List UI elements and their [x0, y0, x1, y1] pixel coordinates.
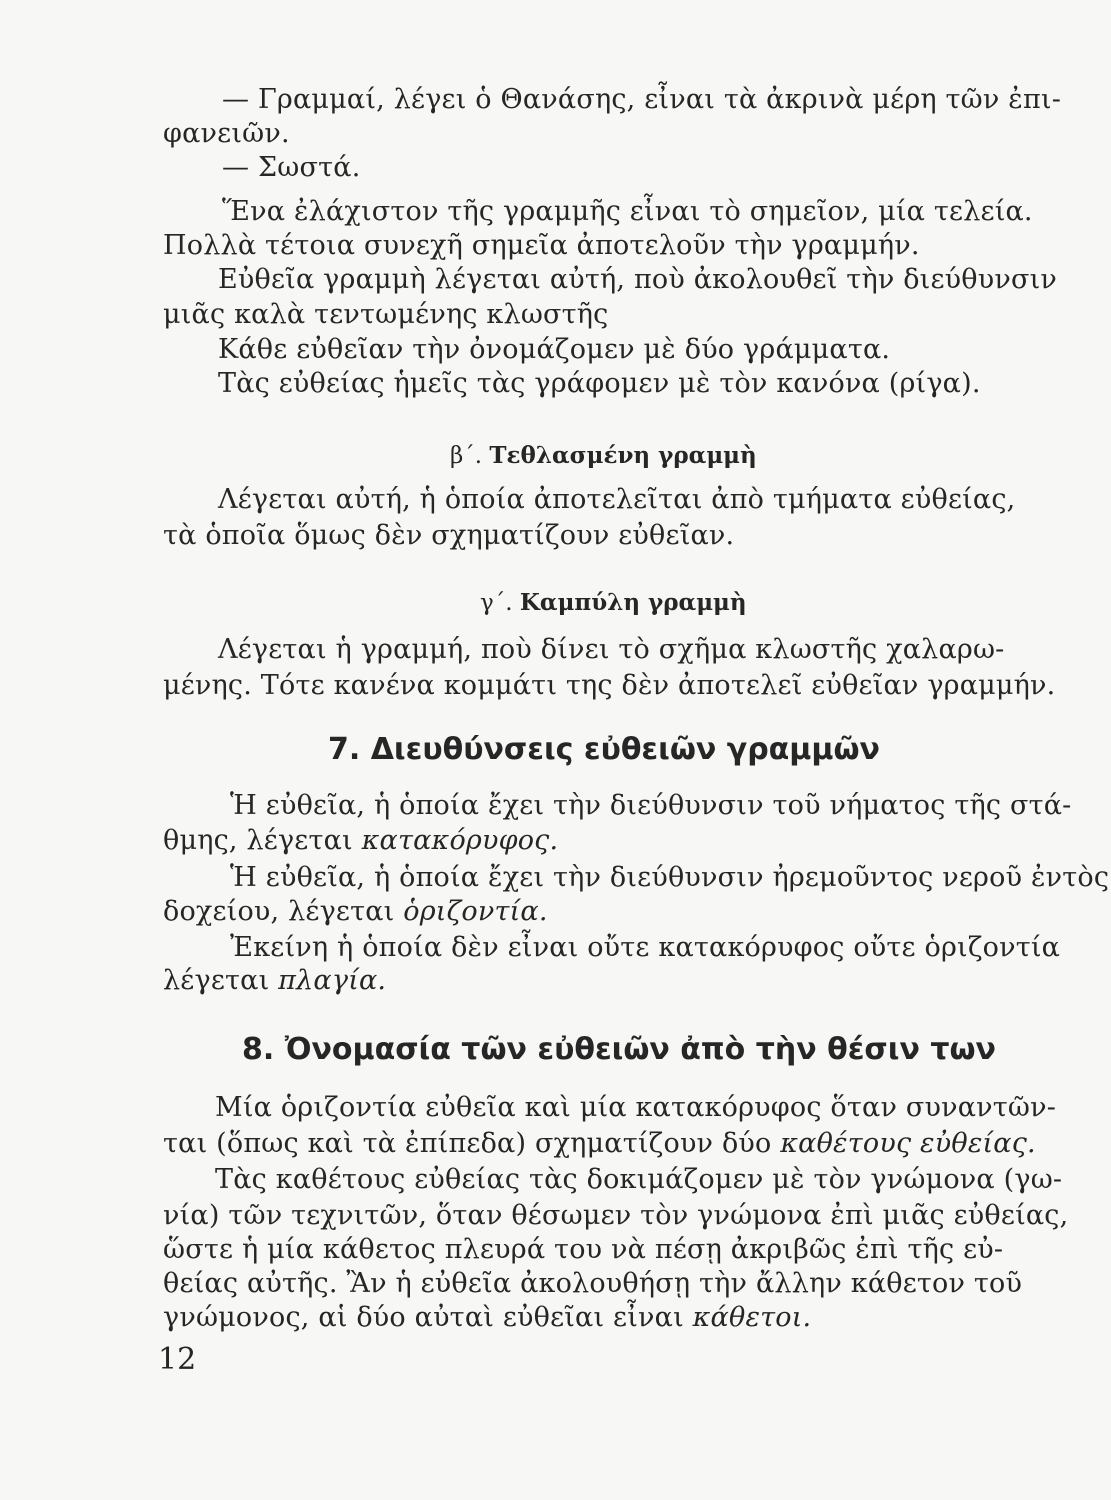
- text-line: Ἐκείνη ἡ ὁποία δὲν εἶναι οὔτε κατακόρυφος οὔτε ὁριζοντία: [230, 932, 1061, 963]
- text-line: Πολλὰ τέτοια συνεχῆ σημεῖα ἀποτελοῦν τὴν γραμμήν.: [163, 230, 920, 261]
- text-line: — Γραμμαί, λέγει ὁ Θανάσης, εἶναι τὰ ἀκρινὰ μέρη τῶν ἐπι-: [222, 84, 1062, 115]
- line-text: γνώμονος, αἱ δύο αὐταὶ εὐθεῖαι εἶναι: [163, 1302, 693, 1333]
- line-text: ται (ὅπως καὶ τὰ ἐπίπεδα) σχηματίζουν δύο: [163, 1128, 781, 1159]
- term-perpendicular: κάθετοι.: [692, 1302, 812, 1333]
- text-line: Λέγεται αὐτή, ἡ ὁποία ἀποτελεῖται ἀπὸ τμήματα εὐθείας,: [218, 484, 1016, 515]
- text-line: Τὰς εὐθείας ἡμεῖς τὰς γράφομεν μὲ τὸν κανόνα (ρίγα).: [218, 368, 981, 399]
- text-line: [163, 896, 548, 928]
- subsection-title: Τεθλασμένη γραμμὴ: [489, 442, 757, 469]
- text-line: [163, 1128, 1036, 1160]
- text-line: [163, 1302, 811, 1334]
- text-line: τὰ ὁποῖα ὅμως δὲν σχηματίζουν εὐθεῖαν.: [163, 520, 735, 551]
- subsection-heading-b: [450, 442, 757, 470]
- text-line: Κάθε εὐθεῖαν τὴν ὀνομάζομεν μὲ δύο γράμματα.: [218, 334, 891, 365]
- section-7-heading: 7. Διευθύνσεις εὐθειῶν γραμμῶν: [328, 732, 880, 767]
- text-line: Ἕνα ἐλάχιστον τῆς γραμμῆς εἶναι τὸ σημεῖον, μία τελεία.: [222, 196, 1033, 227]
- section-8-heading: 8. Ὀνομασία τῶν εὐθειῶν ἀπὸ τὴν θέσιν των: [242, 1032, 996, 1067]
- text-line: ὥστε ἡ μία κάθετος πλευρά του νὰ πέσῃ ἀκριβῶς ἐπὶ τῆς εὐ-: [163, 1234, 1004, 1265]
- subsection-number: γ΄.: [480, 590, 513, 616]
- text-line: Λέγεται ἡ γραμμή, ποὺ δίνει τὸ σχῆμα κλωστῆς χαλαρω-: [218, 634, 1005, 665]
- text-line: Εὐθεῖα γραμμὴ λέγεται αὐτή, ποὺ ἀκολουθεῖ τὴν διεύθυνσιν: [218, 264, 1057, 295]
- term-oblique: πλαγία.: [278, 965, 387, 996]
- page-number: 12: [158, 1342, 197, 1377]
- text-line: μένης. Τότε κανένα κομμάτι της δὲν ἀποτελεῖ εὐθεῖαν γραμμήν.: [163, 670, 1056, 701]
- text-line: Ἡ εὐθεῖα, ἡ ὁποία ἔχει τὴν διεύθυνσιν ἠρεμοῦντος νεροῦ ἐντὸς: [230, 862, 1110, 893]
- subsection-title: Καμπύλη γραμμὴ: [519, 589, 747, 616]
- subsection-number: β΄.: [450, 443, 483, 469]
- text-line: — Σωστά.: [222, 152, 361, 183]
- text-line: μιᾶς καλὰ τεντωμένης κλωστῆς: [163, 299, 609, 330]
- text-line: φανειῶν.: [163, 118, 290, 149]
- text-line: [163, 965, 386, 997]
- text-line: [163, 825, 558, 857]
- text-line: θείας αὐτῆς. Ἂν ἡ εὐθεῖα ἀκολουθήσῃ τὴν ἄλλην κάθετον τοῦ: [163, 1268, 1023, 1299]
- term-horizontal: ὁριζοντία.: [403, 896, 548, 927]
- line-text: θμης, λέγεται: [163, 825, 362, 856]
- text-line: νία) τῶν τεχνιτῶν, ὅταν θέσωμεν τὸν γνώμονα ἐπὶ μιᾶς εὐθείας,: [163, 1200, 1069, 1231]
- text-line: Ἡ εὐθεῖα, ἡ ὁποία ἔχει τὴν διεύθυνσιν τοῦ νήματος τῆς στά-: [230, 790, 1072, 821]
- term-vertical: κατακόρυφος.: [361, 825, 559, 856]
- line-text: δοχείου, λέγεται: [163, 896, 404, 927]
- line-text: λέγεται: [163, 965, 279, 996]
- text-line: Τὰς καθέτους εὐθείας τὰς δοκιμάζομεν μὲ τὸν γνώμονα (γω-: [215, 1164, 1063, 1195]
- term-perpendicular-lines: καθέτους εὐθείας.: [780, 1128, 1036, 1159]
- text-line: Μία ὁριζοντία εὐθεῖα καὶ μία κατακόρυφος ὅταν συναντῶν-: [215, 1092, 1057, 1123]
- subsection-heading-g: [480, 589, 747, 617]
